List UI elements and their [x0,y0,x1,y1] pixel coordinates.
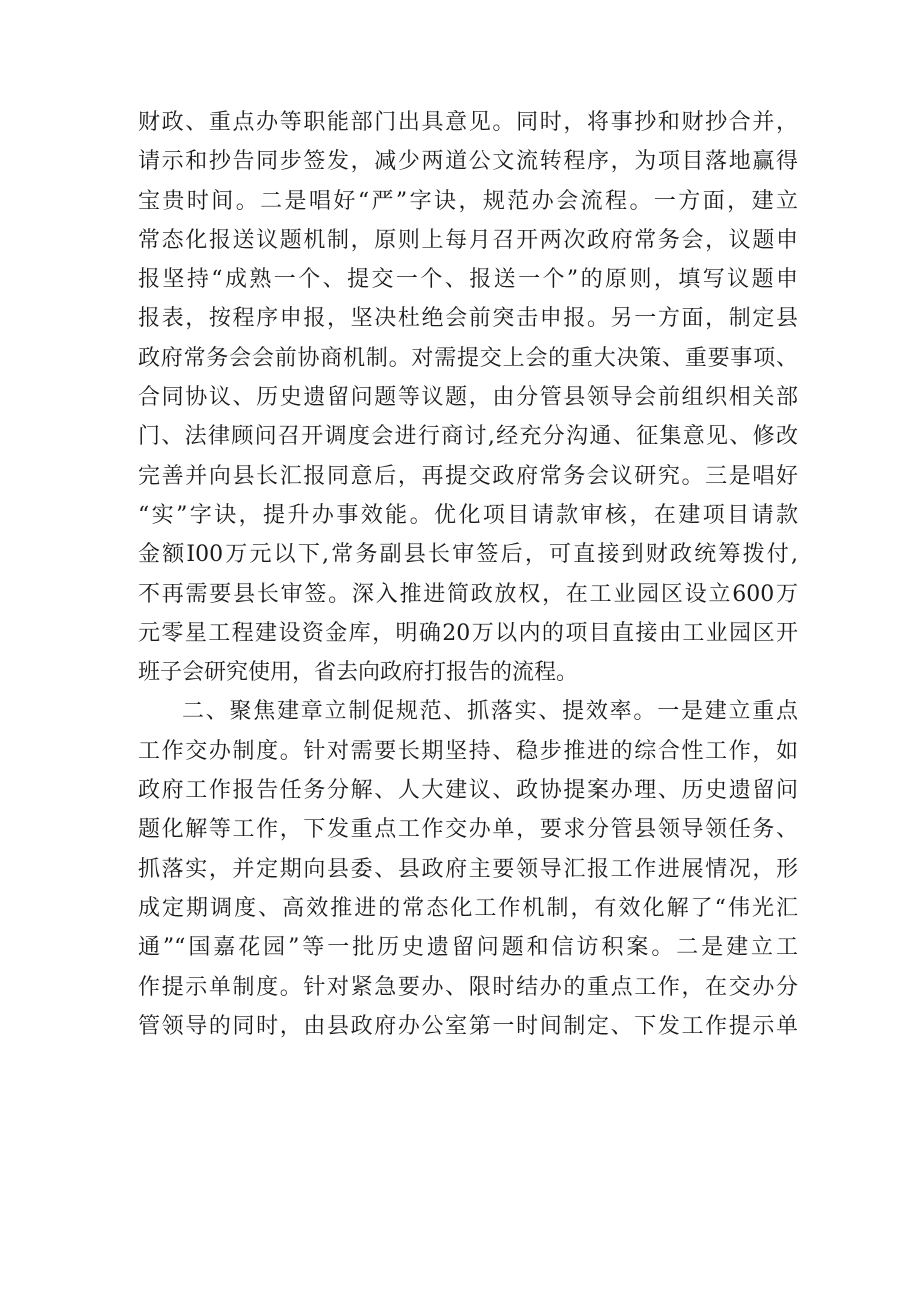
text-line: 常态化报送议题机制，原则上每月召开两次政府常务会，议题申 [138,227,798,253]
text-line: 班子会研究使用，省去向政府打报告的流程。 [138,660,579,686]
text-line: 元零星工程建设资金库，明确20万以内的项目直接由工业园区开 [138,620,798,646]
text-line: 宝贵时间。二是唱好“严”字诀，规范办会流程。一方面，建立 [138,188,798,214]
text-line: 题化解等工作，下发重点工作交办单，要求分管县领导领任务、 [138,817,798,843]
text-line: 通”“国嘉花园”等一批历史遗留问题和信访积案。二是建立工 [138,935,798,961]
text-line: 作提示单制度。针对紧急要办、限时结办的重点工作，在交办分 [138,974,798,1000]
text-line: 抓落实，并定期向县委、县政府主要领导汇报工作进展情况，形 [138,856,798,882]
text-line: 金额I00万元以下,常务副县长审签后，可直接到财政统筹拨付, [138,542,798,568]
text-line: 门、法律顾问召开调度会进行商讨,经充分沟通、征集意见、修改 [138,424,798,450]
text-line: 政府工作报告任务分解、人大建议、政协提案办理、历史遗留问 [138,778,798,804]
text-line: 请示和抄告同步签发，减少两道公文流转程序，为项目落地赢得 [138,149,798,175]
text-line: 报表，按程序申报，坚决杜绝会前突击申报。另一方面，制定县 [138,306,798,332]
text-line: 工作交办制度。针对需要长期坚持、稳步推进的综合性工作，如 [138,738,798,764]
text-line: 合同协议、历史遗留问题等议题，由分管县领导会前组织相关部 [138,385,798,411]
text-line: 报坚持“成熟一个、提交一个、报送一个”的原则，填写议题申 [138,267,798,293]
text-line: 管领导的同时，由县政府办公室第一时间制定、下发工作提示单 [138,1013,798,1039]
text-line: 二、聚焦建章立制促规范、抓落实、提效率。一是建立重点 [182,699,798,725]
text-line: 政府常务会会前协商机制。对需提交上会的重大决策、重要事项、 [138,345,798,371]
text-line: 完善并向县长汇报同意后，再提交政府常务会议研究。三是唱好 [138,463,798,489]
text-line: 不再需要县长审签。深入推进简政放权，在工业园区设立600万 [138,581,798,607]
text-line: 财政、重点办等职能部门出具意见。同时，将事抄和财抄合并， [138,110,798,135]
text-line: “实”字诀，提升办事效能。优化项目请款审核，在建项目请款 [138,502,798,528]
text-line: 成定期调度、高效推进的常态化工作机制，有效化解了“伟光汇 [138,895,798,921]
document-body [138,103,798,1046]
